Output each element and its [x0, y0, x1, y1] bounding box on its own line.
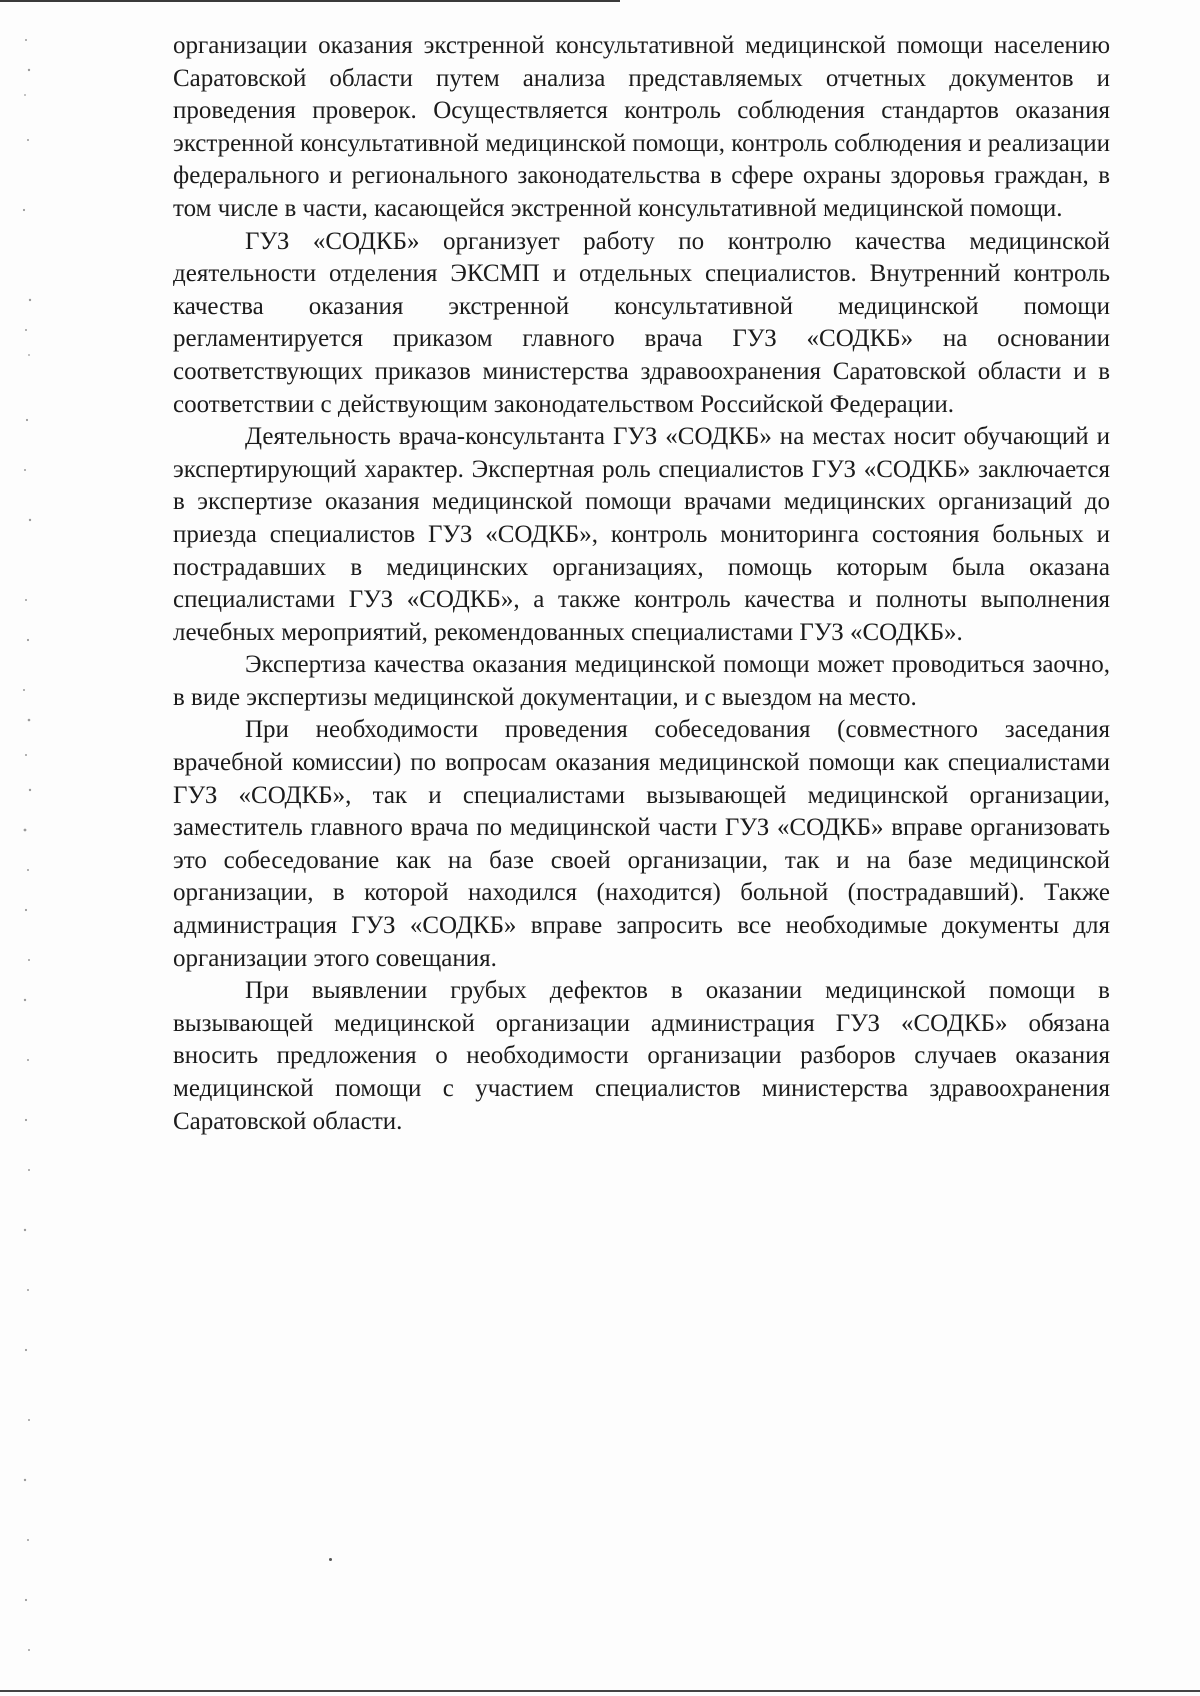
paragraph: Экспертиза качества оказания медицинской помощи может проводиться заочно, в виде экспертизы медицинской документации, и с выездом на место.: [173, 651, 1110, 711]
scan-dust-mark: [329, 1558, 332, 1561]
top-border-line: [0, 0, 620, 2]
document-body: [173, 30, 1110, 1138]
paragraph: Деятельность врача-консультанта ГУЗ «СОДКБ» на местах носит обучающий и экспертирующий характер. Экспертная роль специалистов ГУЗ «СОДКБ» заключается в экспертизе оказания медицинской помощи врачами медицинских организаций до приезда специалистов ГУЗ «СОДКБ», контроль мониторинга состояния больных и пострадавших в медицинских организациях, помощь которым была оказана специалистами ГУЗ «СОДКБ», а также контроль качества и полноты выполнения лечебных мероприятий, рекомендованных специалистами ГУЗ «СОДКБ».: [173, 423, 1110, 646]
paragraph: При выявлении грубых дефектов в оказании медицинской помощи в вызывающей медицинской организации администрация ГУЗ «СОДКБ» обязана вносить предложения о необходимости организации разборов случаев оказания медицинской помощи с участием специалистов министерства здравоохранения Саратовской области.: [173, 977, 1110, 1135]
bottom-border-line: [0, 1690, 1200, 1692]
paragraph: ГУЗ «СОДКБ» организует работу по контролю качества медицинской деятельности отделения ЭКСМП и отдельных специалистов. Внутренний контроль качества оказания экстренной консультативной медицинской помощи регламентируется приказом главного врача ГУЗ «СОДКБ» на основании соответствующих приказов министерства здравоохранения Саратовской области и в соответствии с действующим законодательством Российской Федерации.: [173, 227, 1110, 418]
scan-edge-speckles: [14, 0, 44, 1696]
paragraph: При необходимости проведения собеседования (совместного заседания врачебной комиссии) по вопросам оказания медицинской помощи как специалистами ГУЗ «СОДКБ», так и специалистами вызывающей медицинской организации, заместитель главного врача по медицинской части ГУЗ «СОДКБ» вправе организовать это собеседование как на базе своей организации, так и на базе медицинской организации, в которой находился (находится) больной (пострадавший). Также администрация ГУЗ «СОДКБ» вправе запросить все необходимые документы для организации этого совещания.: [173, 716, 1110, 972]
paragraph: организации оказания экстренной консультативной медицинской помощи населению Саратовской области путем анализа представляемых отчетных документов и проведения проверок. Осуществляется контроль соблюдения стандартов оказания экстренной консультативной медицинской помощи, контроль соблюдения и реализации федерального и регионального законодательства в сфере охраны здоровья граждан, в том числе в части, касающейся экстренной консультативной медицинской помощи.: [173, 32, 1110, 222]
